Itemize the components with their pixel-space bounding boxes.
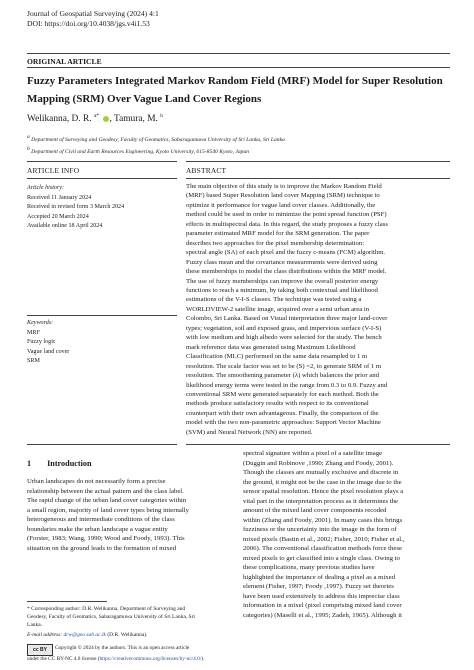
body-line: heterogeneous and intermediate conditions of the class (27, 516, 175, 523)
abstract-heading: ABSTRACT (186, 166, 227, 175)
doi-line[interactable]: DOI: https://doi.org/10.4038/jgs.v4i1.53 (27, 19, 150, 28)
body-line: (Duggin and Robinove ,1990; Zhang and Foody, 2001). (243, 459, 394, 467)
body-line: situation on the ground leads to the formation of mixed (27, 544, 177, 552)
abstract-line: resolution. The smoothening parameter (λ) which balances the prior and (186, 372, 379, 380)
keyword: MRF (27, 329, 40, 336)
license-line (27, 656, 257, 664)
body-line: information in a mixel (pixel comprising mixed land cover (243, 602, 402, 609)
type-divider (27, 67, 450, 68)
info-top-rule (27, 161, 177, 162)
author-separator[interactable]: , Tamura, M. (109, 114, 161, 125)
email-link[interactable]: drw@geo.sab.ac.lk (63, 632, 106, 638)
affiliation (27, 133, 285, 144)
copyright-notice (55, 645, 255, 653)
keyword: Vague land cover (27, 348, 70, 355)
abstract-line: methods produce satisfactory results with respect to its conventional (186, 400, 369, 408)
affiliation-text: Department of Surveying and Geodesy, Faculty of Geomatics, Sabaragamuwa University of Sri Lanka, Sri Lanka (29, 136, 285, 143)
license-prefix: under the CC BY-NC 4.0 license ( (27, 656, 100, 662)
title-line: Mapping (SRM) Over Vague Land Cover Regions (27, 93, 262, 105)
cc-license-badge[interactable]: cc BY (27, 644, 53, 656)
license-suffix: ). (201, 656, 205, 662)
abstract-line: describes two approaches for the pixel membership determination: (186, 239, 365, 247)
license-url[interactable]: https://creativecommons.org/licenses/by-nc/4.0/ (99, 656, 202, 662)
keyword: Fuzzy logic (27, 339, 56, 346)
abstract-line: counterpart with their own advantageous. Finally, the comparison of the (186, 409, 379, 417)
keyword: SRM (27, 358, 40, 365)
article-history (27, 184, 124, 232)
abstract-line: likelihood energy terms were tested in the range from 0.3 to 0.9. Fuzzy and (186, 381, 388, 389)
paper-title (27, 72, 452, 108)
body-line: categories) (Maselli et al., 1995; Zadeh, 1965). Although it (243, 611, 402, 619)
journal-header (27, 9, 159, 29)
corresponding-footnote (27, 605, 237, 639)
abstract-line: WORLDVIEW-2 satellite image, acquired over a semi urban area in (186, 305, 370, 313)
article-type: ORIGINAL ARTICLE (27, 57, 102, 66)
abstract-body (186, 182, 450, 437)
abstract-line: (SVM) and Neural Network (NN) are reported. (186, 428, 313, 436)
body-line: a small region, majority of land cover types being internally (27, 506, 189, 514)
body-line: highlighted the importance of dealing a pixel as a mixed (243, 573, 396, 581)
abstract-line: conventional SRM were generated separately for each method. Both the (186, 390, 379, 398)
body-line: Urban landscapes do not necessarily form a precise (27, 478, 166, 485)
title-line: Fuzzy Parameters Integrated Markov Random Field (MRF) Model for Super Resolution (27, 75, 443, 87)
journal-citation: Journal of Geospatial Surveying (2024) 4:1 (27, 9, 159, 18)
author-list (27, 113, 163, 124)
abstract-line: with low medium and high albedo were selected for the study. The bench (186, 334, 382, 342)
body-line: element (Fisher, 1997; Foody ,1997). Fuzzy set theories (243, 583, 394, 590)
body-line: Though the classes are mutually exclusive and discrete in (243, 469, 399, 476)
section-number: 1 (27, 459, 32, 468)
history-item: Accepted 20 March 2024 (27, 213, 89, 220)
body-line: boundaries make the urban landscape a vague entity (27, 525, 168, 533)
author-name[interactable]: Welikanna, D. R. (27, 114, 94, 125)
abstract-top-rule (186, 161, 450, 162)
affiliation-marker: b (27, 146, 30, 152)
abstract-line: (MRF) based Super Resolution land cover Mapping (SRM) technique to (186, 192, 380, 200)
footnote-star: * (27, 606, 30, 612)
body-line: mixed pixels (Bastin et al., 2002; Fisher, 2010; Fisher et al., (243, 535, 405, 543)
body-line: 2006). The conventional classification methods force these (243, 545, 403, 552)
body-line: these complications, many previous studies have (243, 564, 375, 571)
body-line: the ground, it might not be the case in the image due to the (243, 478, 402, 486)
abstract-bottom-rule (186, 444, 450, 445)
body-line: within (Zhang and Foody, 2001). In many cases this brings (243, 516, 403, 524)
body-line: (Forster, 1983; Wang, 1990; Wood and Foody, 1993). This (27, 535, 185, 542)
keywords-block (27, 319, 69, 367)
keywords-rule (27, 315, 177, 316)
info-heading-rule (27, 178, 177, 179)
intro-left-column (27, 477, 237, 553)
abstract-line: resolution. The scale factor was set to be (S) =2, to generate SRM of 1 m (186, 362, 382, 370)
intro-right-column (243, 449, 451, 620)
abstract-line: these memberships to model the class distributions within the MRF model. (186, 268, 387, 276)
affiliation-text: Department of Civil and Earth Resources Engineering, Kyoto University, 615-8540 Kyoto, Japan (29, 148, 250, 155)
body-line: relationship between the actual pattern and the class label. (27, 487, 184, 495)
article-info-heading: ARTICLE INFO (27, 166, 80, 175)
body-line: have been used extensively to address this imprecise class (243, 592, 400, 600)
abstract-line: The use of fuzzy memberships can improve the overall posterior energy (186, 277, 379, 285)
abstract-line: Colombo, Sri Lanka. Based on Visual interpretation three major land-cover (186, 315, 388, 323)
footnote-line: Corresponding author: D.R. Welikanna, Department of Surveying and (29, 606, 186, 612)
body-line: vital part in the interpretation process as it determines the (243, 497, 399, 505)
footnote-line: Lanka. (27, 622, 43, 628)
abstract-line: types; vegetation, soil and exposed grass, and impervious surface (V-I-S) (186, 324, 382, 332)
abstract-line: The main objective of this study is to improve the Markov Random Field (186, 183, 382, 190)
footnote-rule (27, 601, 107, 602)
keywords-label: Keywords: (27, 320, 54, 326)
history-item: Available online 18 April 2024 (27, 223, 103, 230)
abstract-line: Classification (MLC) performed on the same data resampled to 1 m (186, 353, 368, 361)
history-item: Received 11 January 2024 (27, 194, 92, 201)
abstract-line: spectral angle (SA) of each pixel and the fuzzy c-means (FCM) algorithm. (186, 249, 386, 257)
body-line: amount of the mixed land cover components recoded (243, 507, 387, 514)
history-label: Article history: (27, 185, 65, 191)
history-item: Received in revised form 3 March 2024 (27, 204, 125, 211)
affiliation-marker: b (160, 113, 163, 119)
abstract-line: model with the two non-parametric approaches: Support Vector Machine (186, 419, 381, 427)
abstract-line: parameter estimated MRF model for the SRM generation. The paper (186, 230, 370, 238)
info-bottom-rule (27, 444, 177, 445)
abstract-line: optimize it performance for vague land cover classes. Additionally, the (186, 201, 376, 209)
abstract-line: effects in multispectral data. In this regard, the study proposes a fuzzy class (186, 220, 388, 228)
body-line: The rapid change of the urban land cover categories within (27, 497, 187, 504)
email-label: E-mail address: (27, 632, 64, 638)
abstract-line: functions to reach a minimum, by taking both contextual and likelihood (186, 286, 378, 294)
body-line: mixed pixels to get classified into a single class. Owing to (243, 554, 400, 562)
abstract-line: Fuzzy class mean and the covariance measurements were derived using (186, 258, 378, 266)
abstract-line: estimations of the V-I-S classes. The technique was tested using a (186, 296, 362, 304)
orcid-icon[interactable] (103, 116, 109, 122)
body-line: spectral signature within a pixel of a satellite image (243, 450, 383, 457)
body-line: sensor spatial resolution. Hence the pixel resolution plays a (243, 488, 404, 495)
section-title: Introduction (47, 459, 92, 468)
copyright-line: Copyright © 2024 by the authors. This is an open access article (55, 645, 190, 651)
abstract-line: mark reference data was generated using Maximum Likelihood (186, 343, 356, 351)
abstract-heading-rule (186, 178, 450, 179)
affiliation (27, 145, 249, 156)
affiliation-marker: a (27, 134, 30, 140)
email-suffix: (D.R. Welikanna). (105, 632, 148, 638)
footnote-line: Geodesy, Faculty of Geomatics, Sabaragamuwa University of Sri Lanka, Sri (27, 614, 195, 620)
header-divider (27, 53, 450, 54)
section-heading (27, 459, 92, 468)
affiliation-marker: a (93, 113, 97, 119)
body-line: fuzziness or the uncertainty into the image in the form of (243, 526, 397, 533)
corresponding-marker: * (96, 113, 100, 119)
abstract-line: method could be used in order to minimize the point spread function (PSF) (186, 211, 387, 219)
